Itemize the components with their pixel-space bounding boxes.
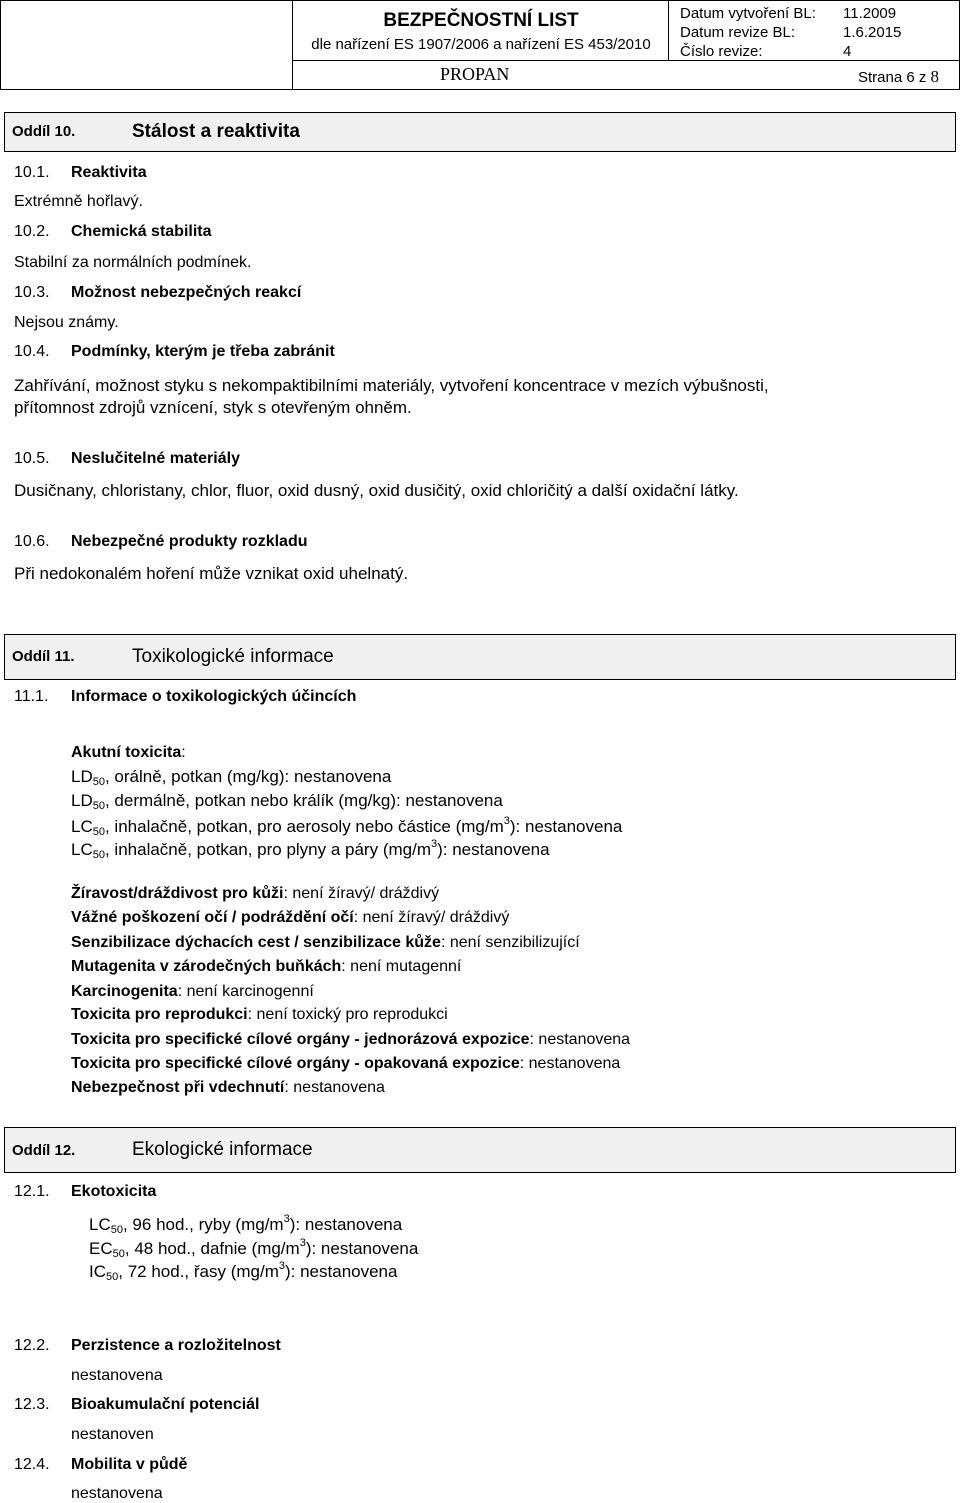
page-number	[858, 67, 939, 87]
subsection-title: Ekotoxicita	[71, 1183, 157, 1200]
header-divider	[292, 0, 293, 90]
section-10-title: Stálost a reaktivita	[132, 121, 300, 142]
subsection-title: Mobilita v půdě	[71, 1456, 188, 1473]
subsection-number: 11.1.	[14, 688, 49, 705]
acute-toxicity-label: Akutní toxicita	[71, 744, 182, 761]
subsection-number: 10.1.	[14, 164, 50, 181]
acute-toxicity-row: $LD_{50}$, dermálně, potkan nebo králík (mg/kg): nestanovena	[71, 791, 503, 812]
subsection-number: 10.3.	[14, 284, 50, 301]
subsection-number: 12.2.	[14, 1337, 50, 1354]
page-total: 8	[930, 67, 940, 86]
subsection-text: Dusičnany, chloristany, chlor, fluor, oxid dusný, oxid dusičitý, oxid chloričitý a další oxidační látky.	[14, 481, 739, 500]
section-11-title: Toxikologické informace	[132, 646, 334, 667]
subsection-title: Chemická stabilita	[71, 223, 212, 240]
header-divider	[668, 0, 669, 60]
subsection-number: 10.4.	[14, 343, 50, 360]
revision-value: 4	[843, 43, 852, 60]
subsection-text: Nejsou známy.	[14, 314, 119, 331]
hazard-property-row: Toxicita pro specifické cílové orgány - jednorázová expozice: nestanovena	[71, 1031, 631, 1048]
subsection-text: Stabilní za normálních podmínek.	[14, 254, 252, 271]
subsection-number: 10.2.	[14, 223, 50, 240]
product-name: PROPAN	[440, 64, 510, 84]
section-10-number: Oddíl 10.	[12, 123, 76, 140]
subsection-title: Informace o toxikologických účincích	[71, 688, 357, 705]
subsection-text: nestanovena	[71, 1485, 163, 1502]
revised-label: Datum revize BL:	[680, 24, 796, 41]
page-label: Strana 6 z	[858, 69, 927, 86]
hazard-property-row: Mutagenita v zárodečných buňkách: není mutagenní	[71, 958, 462, 975]
hazard-property-row: Vážné poškození očí / podráždění očí: není žíravý/ dráždivý	[71, 909, 510, 926]
ecotoxicity-row: $IC_{50}$, 72 hod., řasy $(mg/m^3)$: nestanovena	[89, 1260, 398, 1283]
section-12-title: Ekologické informace	[132, 1139, 313, 1160]
subsection-text: nestanoven	[71, 1426, 154, 1443]
acute-toxicity-row: $LD_{50}$, orálně, potkan (mg/kg): nestanovena	[71, 767, 392, 788]
hazard-property-row: Nebezpečnost při vdechnutí: nestanovena	[71, 1079, 385, 1096]
created-label: Datum vytvoření BL:	[680, 5, 816, 22]
hazard-property-row: Karcinogenita: není karcinogenní	[71, 983, 314, 1000]
section-12-number: Oddíl 12.	[12, 1142, 76, 1159]
subsection-title: Neslučitelné materiály	[71, 450, 240, 467]
subsection-number: 12.3.	[14, 1396, 50, 1413]
hazard-property-row: Žíravost/dráždivost pro kůži: není žíravý/ dráždivý	[71, 885, 440, 902]
subsection-text: Extrémně hořlavý.	[14, 193, 143, 210]
subsection-number: 12.1.	[14, 1183, 50, 1200]
section-11-number: Oddíl 11.	[12, 648, 75, 665]
subsection-title: Reaktivita	[71, 164, 147, 181]
subsection-title: Možnost nebezpečných reakcí	[71, 284, 302, 301]
subsection-number: 12.4.	[14, 1456, 50, 1473]
header-divider	[292, 60, 960, 61]
revision-label: Číslo revize:	[680, 43, 763, 60]
subsection-title: Perzistence a rozložitelnost	[71, 1337, 281, 1354]
subsection-number: 10.5.	[14, 450, 50, 467]
ecotoxicity-row: $EC_{50}$, 48 hod., dafnie $(mg/m^3)$: nestanovena	[89, 1237, 419, 1260]
hazard-property-row: Toxicita pro specifické cílové orgány - opakovaná expozice: nestanovena	[71, 1055, 621, 1072]
subsection-text: Zahřívání, možnost styku s nekompaktibilními materiály, vytvoření koncentrace v mezích výbušnosti,	[14, 376, 769, 395]
subsection-title: Nebezpečné produkty rozkladu	[71, 533, 308, 550]
revised-value: 1.6.2015	[843, 24, 902, 41]
acute-toxicity-heading	[71, 744, 186, 762]
acute-toxicity-row: $LC_{50}$, inhalačně, potkan, pro aerosoly nebo částice $(mg/m^3)$: nestanovena	[71, 815, 623, 838]
acute-toxicity-colon: :	[181, 744, 186, 761]
document-title: BEZPEČNOSTNÍ LIST	[383, 10, 579, 31]
created-value: 11.2009	[843, 5, 897, 22]
subsection-title: Bioakumulační potenciál	[71, 1396, 260, 1413]
hazard-property-row: Toxicita pro reprodukci: není toxický pro reprodukci	[71, 1006, 448, 1023]
regulation-line: dle nařízení ES 1907/2006 a nařízení ES 453/2010	[311, 36, 651, 53]
subsection-text: přítomnost zdrojů vznícení, styk s otevřeným ohněm.	[14, 398, 412, 417]
acute-toxicity-row: $LC_{50}$, inhalačně, potkan, pro plyny a páry $(mg/m^3)$: nestanovena	[71, 838, 550, 861]
subsection-number: 10.6.	[14, 533, 50, 550]
ecotoxicity-row: $LC_{50}$, 96 hod., ryby $(mg/m^3)$: nestanovena	[89, 1213, 403, 1236]
subsection-title: Podmínky, kterým je třeba zabránit	[71, 343, 335, 360]
hazard-property-row: Senzibilizace dýchacích cest / senzibilizace kůže: není senzibilizující	[71, 934, 580, 951]
subsection-text: nestanovena	[71, 1367, 163, 1384]
subsection-text: Při nedokonalém hoření může vznikat oxid uhelnatý.	[14, 564, 409, 583]
